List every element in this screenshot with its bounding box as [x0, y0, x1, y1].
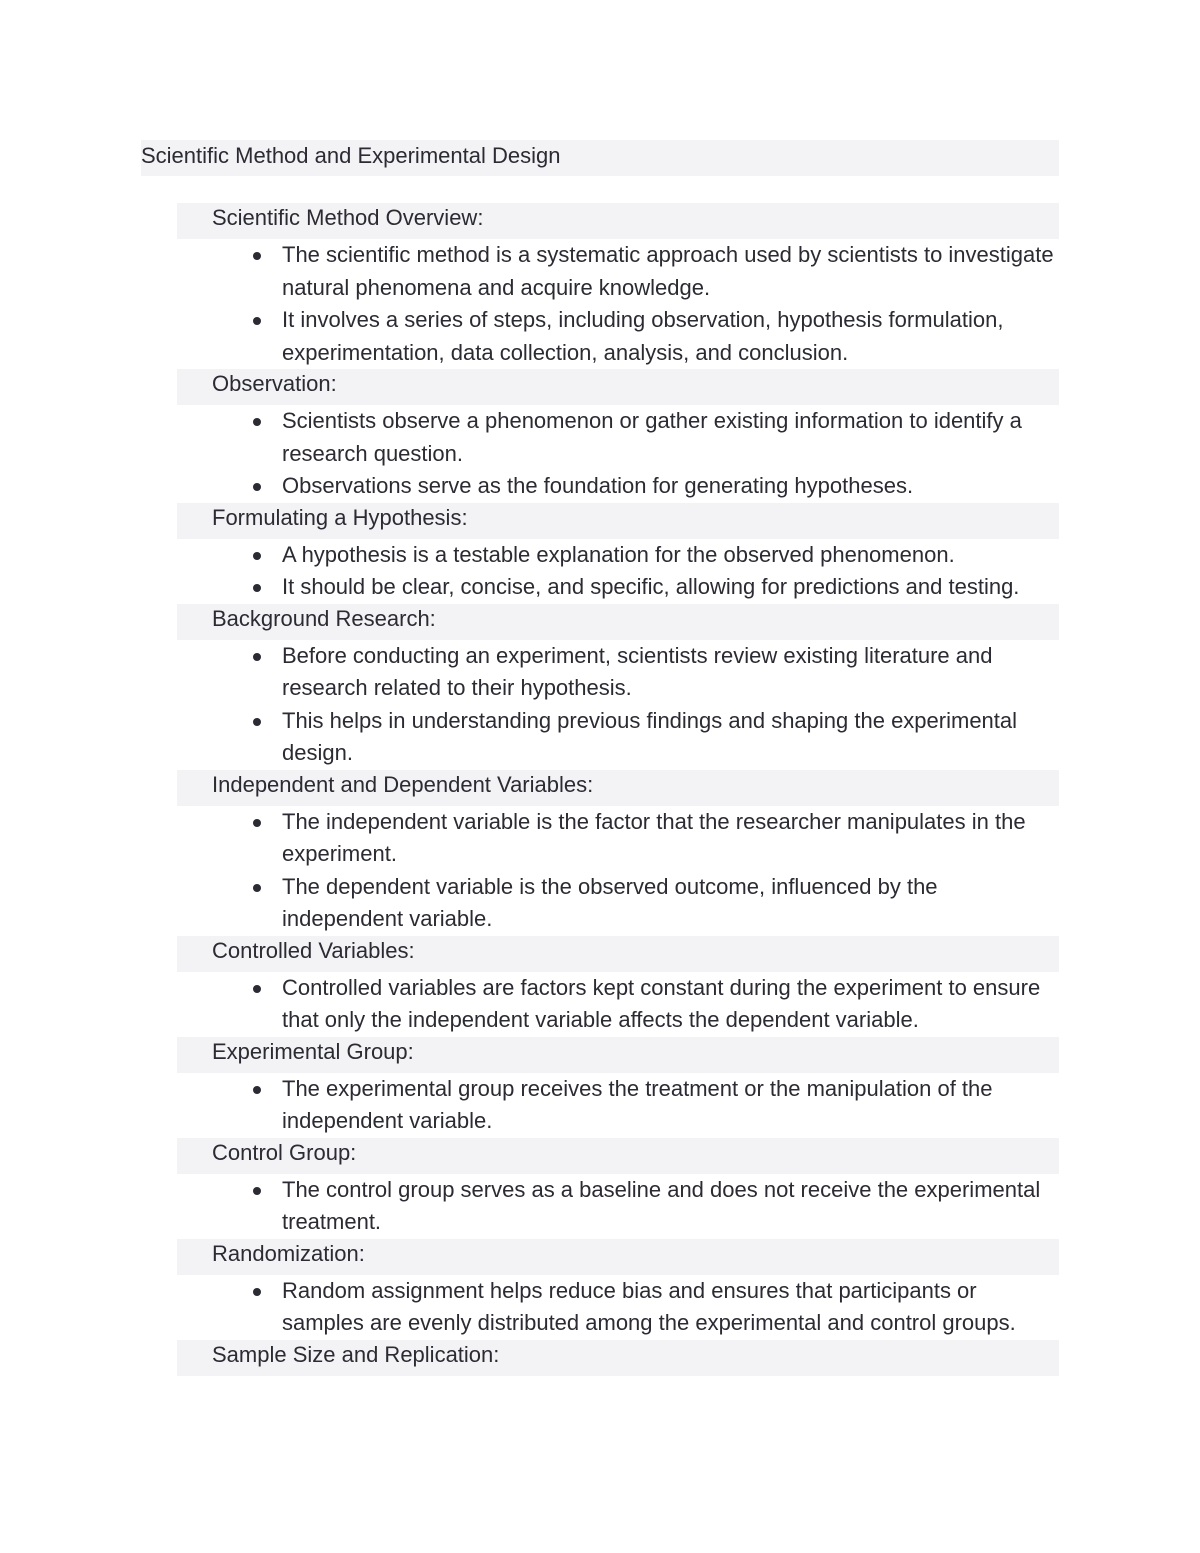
bullet-text: Before conducting an experiment, scientists review existing literature and research related to their hypothesis. [282, 642, 993, 700]
bullet-item [177, 1275, 1059, 1340]
bullet-dot-icon [253, 317, 261, 325]
document-section [177, 503, 1059, 604]
bullet-text: This helps in understanding previous findings and shaping the experimental design. [282, 707, 1018, 765]
bullet-dot-icon [253, 1288, 261, 1296]
bullet-dot-icon [253, 985, 261, 993]
bullet-list [177, 405, 1059, 503]
document-section [177, 369, 1059, 503]
bullet-item [177, 806, 1059, 871]
document-section [177, 1340, 1059, 1376]
bullet-dot-icon [253, 1187, 261, 1195]
bullet-item [177, 470, 1059, 503]
document-section [177, 1239, 1059, 1340]
bullet-item [177, 640, 1059, 705]
bullet-dot-icon [253, 819, 261, 827]
document-section [177, 604, 1059, 770]
bullet-dot-icon [253, 1086, 261, 1094]
bullet-dot-icon [253, 718, 261, 726]
section-heading: Experimental Group: [177, 1037, 1059, 1073]
bullet-item [177, 405, 1059, 470]
document-title: Scientific Method and Experimental Design [141, 140, 1059, 176]
bullet-item [177, 239, 1059, 304]
bullet-text: The scientific method is a systematic approach used by scientists to investigate natural phenomena and acquire knowledge. [282, 242, 1054, 300]
bullet-item [177, 539, 1059, 572]
bullet-dot-icon [253, 483, 261, 491]
section-heading: Formulating a Hypothesis: [177, 503, 1059, 539]
bullet-list [177, 806, 1059, 936]
bullet-text: Observations serve as the foundation for generating hypotheses. [282, 473, 914, 498]
bullet-list [177, 239, 1059, 369]
bullet-dot-icon [253, 418, 261, 426]
bullet-dot-icon [253, 552, 261, 560]
bullet-dot-icon [253, 653, 261, 661]
bullet-item [177, 972, 1059, 1037]
bullet-item [177, 304, 1059, 369]
document-section [177, 203, 1059, 369]
document-section [177, 770, 1059, 936]
bullet-item [177, 571, 1059, 604]
bullet-text: Scientists observe a phenomenon or gather existing information to identify a research question. [282, 408, 1022, 466]
bullet-list [177, 972, 1059, 1037]
section-heading: Background Research: [177, 604, 1059, 640]
bullet-text: Controlled variables are factors kept constant during the experiment to ensure that only the independent variable affects the dependent variable. [282, 974, 1041, 1032]
bullet-dot-icon [253, 884, 261, 892]
bullet-dot-icon [253, 584, 261, 592]
bullet-text: The independent variable is the factor that the researcher manipulates in the experiment. [282, 808, 1026, 866]
bullet-item [177, 1073, 1059, 1138]
document-section [177, 936, 1059, 1037]
bullet-text: The control group serves as a baseline and does not receive the experimental treatment. [282, 1176, 1041, 1234]
bullet-list [177, 1174, 1059, 1239]
bullet-text: The experimental group receives the treatment or the manipulation of the independent variable. [282, 1075, 993, 1133]
document-section [177, 1037, 1059, 1138]
bullet-text: A hypothesis is a testable explanation for the observed phenomenon. [282, 541, 955, 567]
document-body [177, 203, 1059, 1376]
bullet-dot-icon [253, 252, 261, 260]
section-heading: Randomization: [177, 1239, 1059, 1275]
section-heading: Scientific Method Overview: [177, 203, 1059, 239]
bullet-list [177, 1275, 1059, 1340]
bullet-item [177, 705, 1059, 770]
bullet-text: It involves a series of steps, including observation, hypothesis formulation, experimentation, data collection, analysis, and conclusion. [282, 307, 1004, 365]
section-heading: Independent and Dependent Variables: [177, 770, 1059, 806]
bullet-text: Random assignment helps reduce bias and ensures that participants or samples are evenly distributed among the experimental and control groups. [282, 1277, 1016, 1335]
section-heading: Controlled Variables: [177, 936, 1059, 972]
document-section [177, 1138, 1059, 1239]
section-heading: Observation: [177, 369, 1059, 405]
bullet-text: It should be clear, concise, and specific, allowing for predictions and testing. [282, 574, 1020, 599]
bullet-text: The dependent variable is the observed outcome, influenced by the independent variable. [282, 873, 938, 931]
bullet-list [177, 1073, 1059, 1138]
bullet-item [177, 871, 1059, 936]
bullet-item [177, 1174, 1059, 1239]
bullet-list [177, 640, 1059, 770]
section-heading: Sample Size and Replication: [177, 1340, 1059, 1376]
bullet-list [177, 539, 1059, 604]
section-heading: Control Group: [177, 1138, 1059, 1174]
